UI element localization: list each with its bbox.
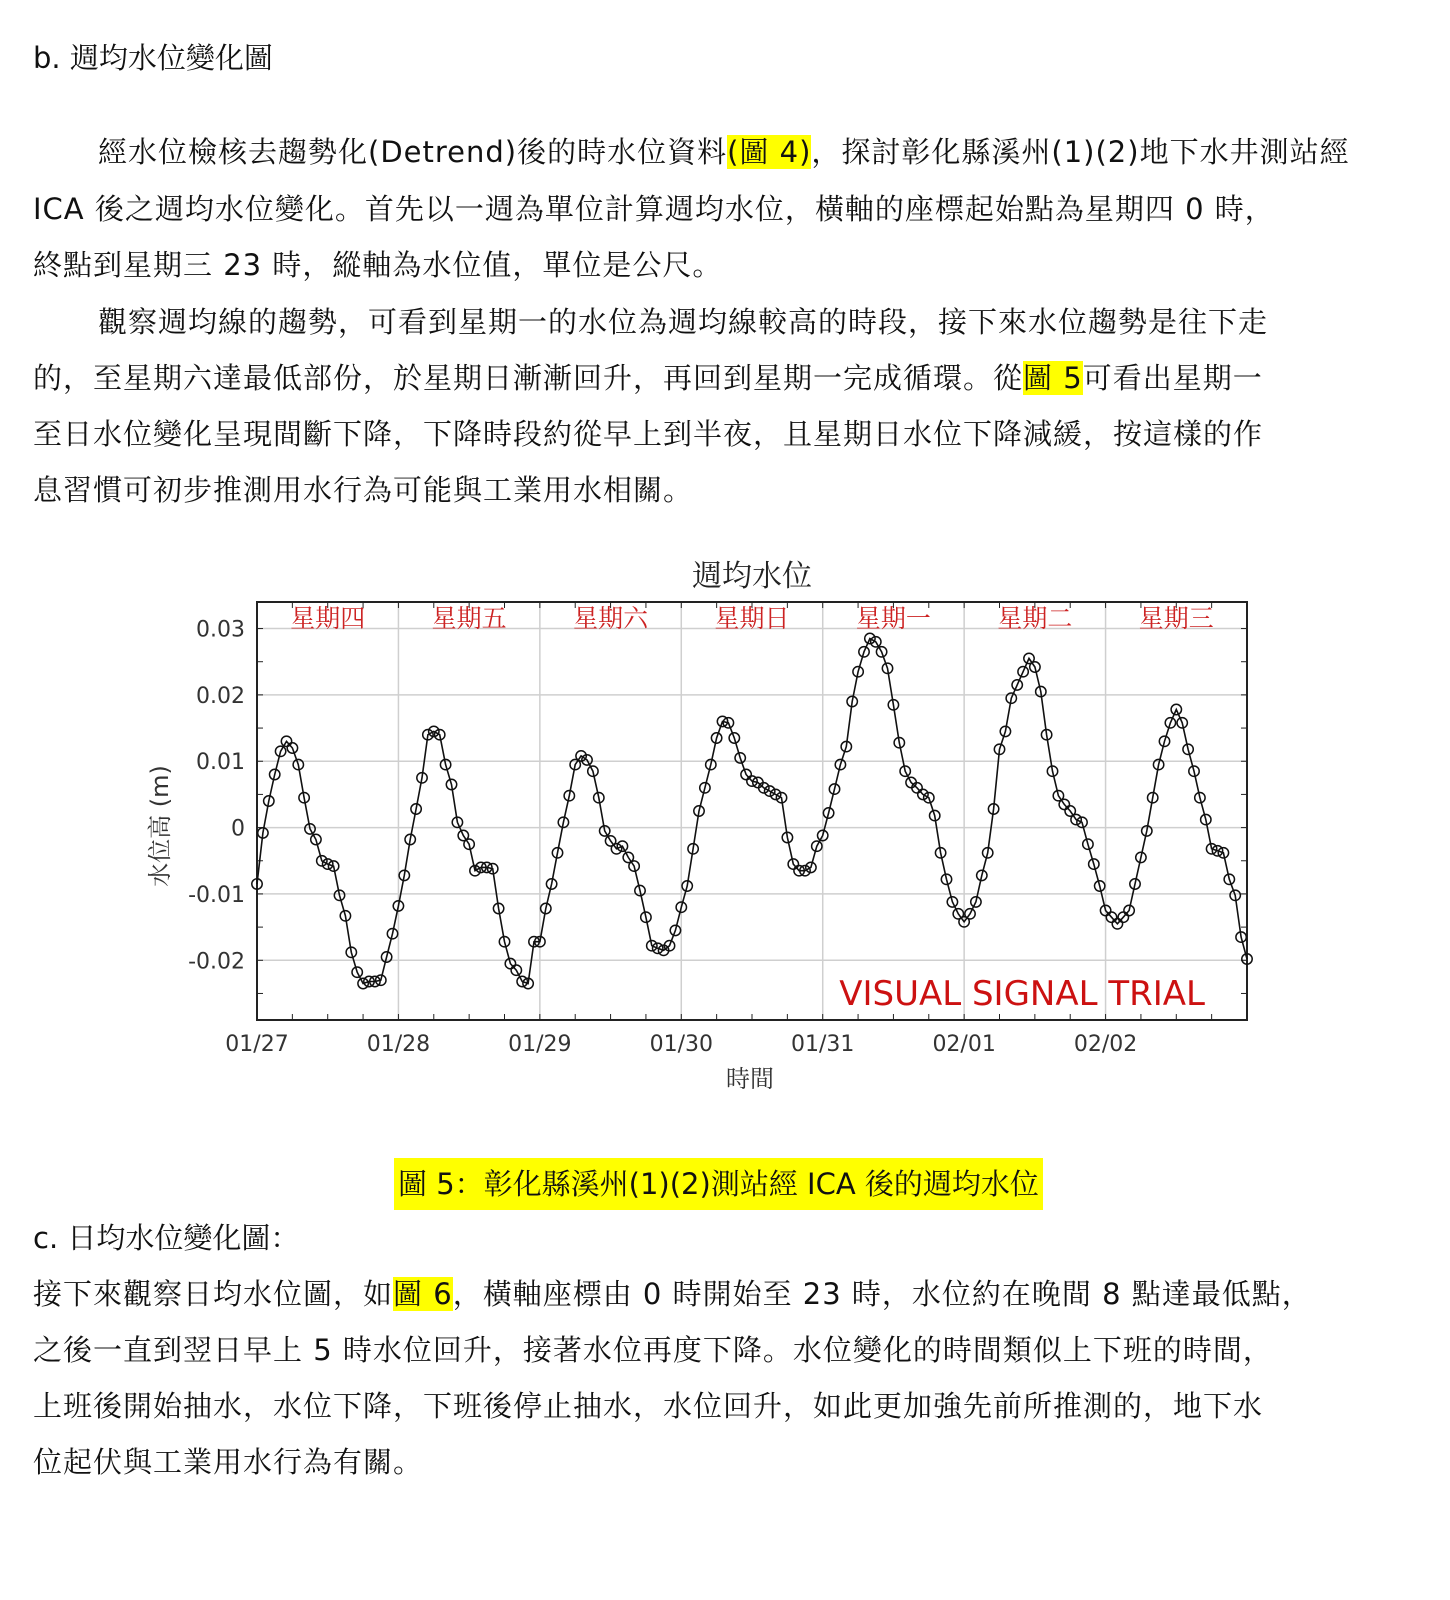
chart-x-label: 時間 bbox=[726, 1065, 774, 1093]
day-label: 星期四 bbox=[290, 604, 366, 633]
day-label: 星期五 bbox=[431, 604, 507, 633]
para3-line1-text-a: 接下來觀察日均水位圖，如 bbox=[33, 1277, 394, 1311]
para1-line1-text-a: 經水位檢核去趨勢化(Detrend)後的時水位資料 bbox=[98, 135, 728, 169]
para2-line2 bbox=[33, 358, 1263, 398]
x-tick-label: 01/27 bbox=[225, 1032, 289, 1057]
para3-line4: 位起伏與工業用水行為有關。 bbox=[33, 1445, 424, 1479]
series-line bbox=[257, 639, 1247, 984]
chart-y-label: 水位高 (m) bbox=[146, 765, 174, 887]
x-tick-label: 01/31 bbox=[791, 1032, 855, 1057]
day-label: 星期二 bbox=[997, 604, 1073, 633]
para2-line2-text-b: 可看出星期一 bbox=[1082, 361, 1263, 395]
y-tick-label: -0.01 bbox=[188, 882, 245, 908]
para3-line1-text-b: ，橫軸座標由 0 時開始至 23 時，水位約在晚間 8 點達最低點， bbox=[452, 1277, 1312, 1311]
day-label: 星期一 bbox=[855, 604, 931, 633]
plot-frame bbox=[257, 602, 1247, 1020]
day-label: 星期三 bbox=[1138, 604, 1214, 633]
day-label: 星期日 bbox=[714, 604, 790, 633]
para2-line3: 至日水位變化呈現間斷下降，下降時段約從早上到半夜，且星期日水位下降減緩，按這樣的作 bbox=[33, 417, 1264, 451]
figure-5-caption: 圖 5：彰化縣溪州(1)(2)測站經 ICA 後的週均水位 bbox=[394, 1158, 1043, 1210]
para3-line2: 之後一直到翌日早上 5 時水位回升，接著水位再度下降。水位變化的時間類似上下班的時間， bbox=[33, 1333, 1273, 1367]
para3-line3: 上班後開始抽水，水位下降，下班後停止抽水，水位回升，如此更加強先前所推測的，地下水 bbox=[33, 1389, 1264, 1423]
para2-line2-text-a: 的，至星期六達最低部份，於星期日漸漸回升，再回到星期一完成循環。從 bbox=[33, 361, 1024, 395]
chart-series bbox=[252, 633, 1252, 988]
para3-line1 bbox=[33, 1274, 1312, 1314]
chart-title: 週均水位 bbox=[692, 560, 812, 594]
x-tick-label: 01/30 bbox=[649, 1032, 713, 1057]
para1-line2: ICA 後之週均水位變化。首先以一週為單位計算週均水位，橫軸的座標起始點為星期四 0 時， bbox=[33, 192, 1275, 226]
x-tick-label: 01/29 bbox=[508, 1032, 572, 1057]
fig5-ref: 圖 5 bbox=[1023, 361, 1083, 395]
x-tick-label: 02/02 bbox=[1073, 1032, 1138, 1057]
para2-line4: 息習慣可初步推測用水行為可能與工業用水相關。 bbox=[33, 473, 694, 507]
fig4-ref: (圖 4) bbox=[727, 135, 812, 169]
section-c-heading: c. 日均水位變化圖： bbox=[33, 1221, 300, 1255]
y-tick-label: 0.01 bbox=[196, 750, 245, 776]
x-tick-label: 02/01 bbox=[932, 1032, 996, 1057]
para1-line1-text-b: ，探討彰化縣溪州(1)(2)地下水井測站經 bbox=[811, 135, 1350, 169]
para2-line1: 觀察週均線的趨勢，可看到星期一的水位為週均線較高的時段，接下來水位趨勢是往下走 bbox=[98, 305, 1269, 339]
y-tick-label: 0.02 bbox=[196, 683, 245, 709]
chart-watermark: VISUAL SIGNAL TRIAL bbox=[839, 974, 1205, 1014]
fig6-ref: 圖 6 bbox=[393, 1277, 453, 1311]
x-tick-label: 01/28 bbox=[366, 1032, 431, 1057]
chart-grid bbox=[257, 602, 1247, 1020]
weekly-water-level-chart bbox=[130, 560, 1280, 1100]
y-tick-label: -0.02 bbox=[188, 949, 245, 975]
section-b-heading: b. 週均水位變化圖 bbox=[33, 41, 273, 75]
y-tick-label: 0.03 bbox=[196, 617, 245, 643]
para1-line3: 終點到星期三 23 時，縱軸為水位值，單位是公尺。 bbox=[33, 248, 723, 282]
para1-line1 bbox=[98, 132, 1350, 172]
day-label: 星期六 bbox=[573, 604, 649, 633]
y-tick-label: 0 bbox=[231, 816, 245, 842]
